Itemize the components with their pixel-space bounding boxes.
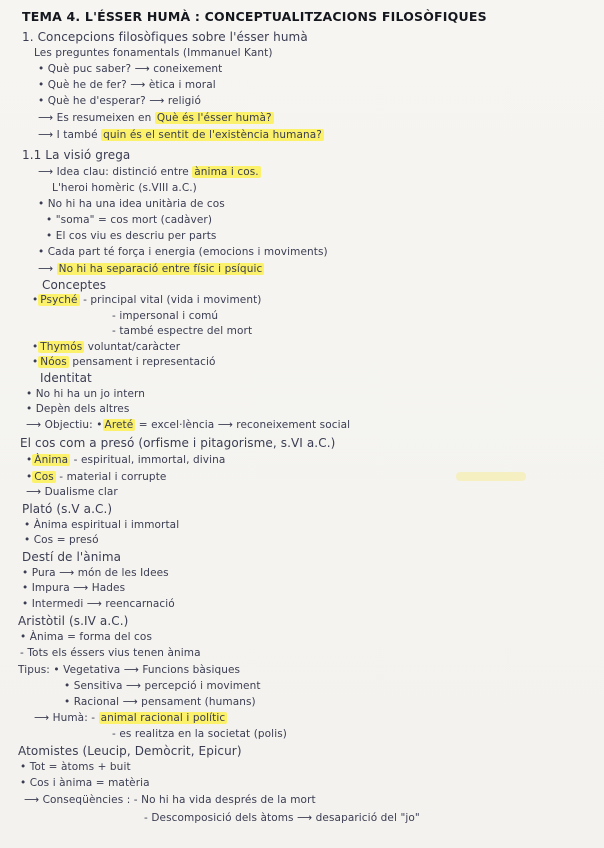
note-line: ⟶ Dualisme clar <box>26 486 118 498</box>
subheading: Atomistes (Leucip, Demòcrit, Epicur) <box>18 744 242 758</box>
note-line: • Ànima = forma del cos <box>20 631 153 643</box>
note-line: • Cos i ànima = matèria <box>20 777 150 789</box>
note-line: • Què he de fer? ⟶ ètica i moral <box>38 79 216 91</box>
heading-section-1-1: 1.1 La visió grega <box>22 148 131 162</box>
note-line: • El cos viu es descriu per parts <box>46 230 217 242</box>
note-line: • Tot = àtoms + buit <box>20 761 131 773</box>
note-line: • Què he d'esperar? ⟶ religió <box>38 95 201 107</box>
note-line: • Què puc saber? ⟶ coneixement <box>38 63 223 75</box>
note-line: • Ànima - espiritual, immortal, divina <box>26 454 226 466</box>
page-title: TEMA 4. L'ÉSSER HUMÀ : CONCEPTUALITZACIONS FILOSÒFIQUES <box>22 9 487 24</box>
note-line: • Sensitiva ⟶ percepció i moviment <box>64 680 261 692</box>
note-line: Tipus: • Vegetativa ⟶ Funcions bàsiques <box>18 664 241 676</box>
note-line: - es realitza en la societat (polis) <box>112 728 287 740</box>
highlight: Areté <box>104 419 134 431</box>
highlight: Thymós <box>40 341 83 353</box>
highlight: animal racional i polític <box>100 712 226 724</box>
highlight: Ànima <box>34 454 69 466</box>
note-line: - impersonal i comú <box>112 310 219 322</box>
highlight: Psyché <box>40 294 78 306</box>
highlight: ànima i cos. <box>194 166 259 178</box>
note-line: • Depèn dels altres <box>26 403 130 415</box>
note-line: ⟶ No hi ha separació entre físic i psíquic <box>38 263 263 275</box>
note-line: - Descomposició dels àtoms ⟶ desaparició del "jo" <box>144 812 420 824</box>
heading-section-1: 1. Concepcions filosòfiques sobre l'ésser humà <box>22 30 308 44</box>
subheading: Plató (s.V a.C.) <box>22 502 113 516</box>
note-line: • Ànima espiritual i immortal <box>24 519 180 531</box>
highlight: Cos <box>34 471 54 483</box>
note-line: • No hi ha una idea unitària de cos <box>38 198 225 210</box>
note-line: ⟶ Humà: - animal racional i polític <box>34 712 226 724</box>
note-line: L'heroi homèric (s.VIII a.C.) <box>52 182 197 194</box>
note-line: • Cos = presó <box>24 534 99 546</box>
note-line: ⟶ Idea clau: distinció entre ànima i cos. <box>38 166 259 178</box>
note-line: • "soma" = cos mort (cadàver) <box>46 214 213 226</box>
note-line: ⟶ Es resumeixen en Què és l'ésser humà? <box>38 112 272 124</box>
note-line: ⟶ Objectiu: • Areté = excel·lència ⟶ reconeixement social <box>26 419 351 431</box>
note-line: • Racional ⟶ pensament (humans) <box>64 696 256 708</box>
highlighter-smudge <box>456 472 526 481</box>
note-line: • Thymós voluntat/caràcter <box>32 341 181 353</box>
subheading: Destí de l'ànima <box>22 550 122 564</box>
highlight: quin és el sentit de l'existència humana? <box>103 129 322 141</box>
note-line: Les preguntes fonamentals (Immanuel Kant) <box>34 47 273 59</box>
note-line: • Cada part té força i energia (emocions i moviments) <box>38 246 328 258</box>
note-line: • Nóos pensament i representació <box>32 356 216 368</box>
subheading: Aristòtil (s.IV a.C.) <box>18 614 129 628</box>
note-line: • Pura ⟶ món de les Idees <box>22 567 169 579</box>
note-line: ⟶ Conseqüències : - No hi ha vida després de la mort <box>24 794 316 806</box>
note-line: • Psyché - principal vital (vida i moviment) <box>32 294 262 306</box>
note-line: • Intermedi ⟶ reencarnació <box>22 598 175 610</box>
note-line: - també espectre del mort <box>112 325 253 337</box>
note-line: • Cos - material i corrupte <box>26 471 167 483</box>
note-line: - Tots els éssers vius tenen ànima <box>20 647 201 659</box>
subheading: El cos com a presó (orfisme i pitagorisme, s.VI a.C.) <box>20 436 336 450</box>
note-line: ⟶ I també quin és el sentit de l'existència humana? <box>38 129 322 141</box>
note-line: • No hi ha un jo intern <box>26 388 146 400</box>
subheading: Conceptes <box>42 278 107 292</box>
note-line: • Impura ⟶ Hades <box>22 582 126 594</box>
subheading: Identitat <box>40 371 92 385</box>
highlight: Què és l'ésser humà? <box>156 112 272 124</box>
highlight: Nóos <box>40 356 67 368</box>
highlight: No hi ha separació entre físic i psíquic <box>58 263 263 275</box>
